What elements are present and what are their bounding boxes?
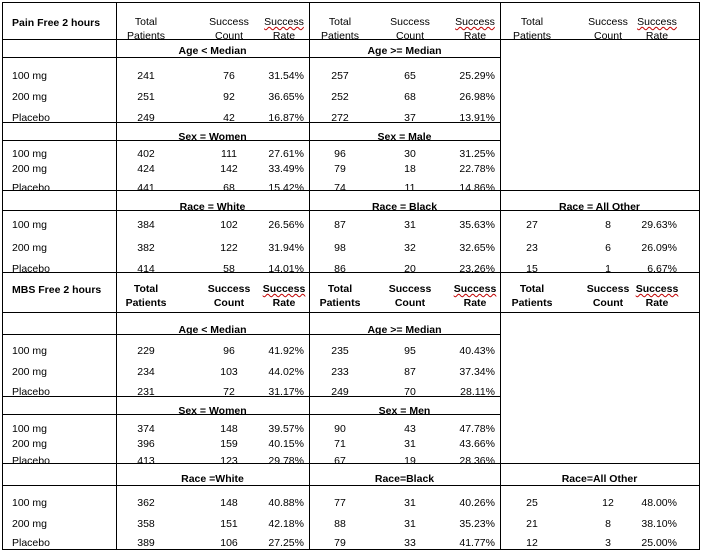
cell-success-count: 72 — [223, 386, 235, 398]
cell-success-rate: 29.63% — [641, 219, 677, 231]
cell-total-patients: 98 — [334, 242, 346, 254]
cell-success-rate: 14.86% — [459, 182, 495, 194]
cell-total-patients: 67 — [334, 455, 346, 467]
cell-total-patients: 384 — [137, 219, 155, 231]
sex-bottom-rule — [3, 463, 699, 464]
cell-total-patients: 233 — [331, 366, 349, 378]
col-rule-1 — [116, 272, 117, 550]
column-header-rate-top: Success — [637, 16, 677, 28]
cell-success-rate: 36.65% — [268, 91, 304, 103]
row-label: Placebo — [12, 455, 50, 467]
group-label-race-white: Race = White — [179, 201, 246, 213]
column-header-success: Success — [207, 283, 251, 295]
col-rule-2 — [309, 272, 310, 550]
cell-total-patients: 90 — [334, 423, 346, 435]
cell-success-rate: 40.15% — [268, 438, 304, 450]
header-bottom-rule — [3, 312, 699, 313]
cell-total-patients: 71 — [334, 438, 346, 450]
column-header-rate-top: Success — [455, 16, 495, 28]
group-label-race-white: Race =White — [181, 473, 244, 485]
cell-total-patients: 441 — [137, 182, 155, 194]
group-label-sex-other: Sex = Male — [377, 131, 432, 143]
cell-total-patients: 77 — [334, 497, 346, 509]
column-header-rate-bottom: Rate — [645, 30, 669, 42]
cell-total-patients: 229 — [137, 345, 155, 357]
row-label: 100 mg — [12, 423, 48, 435]
row-label: Placebo — [12, 537, 50, 549]
cell-success-rate: 27.25% — [268, 537, 304, 549]
cell-success-rate: 25.00% — [641, 537, 677, 549]
group-label-age-high: Age >= Median — [367, 45, 442, 57]
cell-total-patients: 382 — [137, 242, 155, 254]
cell-success-count: 58 — [223, 263, 235, 275]
cell-total-patients: 79 — [334, 163, 346, 175]
column-header-rate-bottom: Rate — [463, 30, 487, 42]
cell-success-count: 87 — [404, 366, 416, 378]
age-bottom-rule — [3, 122, 500, 123]
cell-total-patients: 424 — [137, 163, 155, 175]
cell-success-rate: 39.57% — [268, 423, 304, 435]
cell-total-patients: 358 — [137, 518, 155, 530]
cell-success-rate: 22.78% — [459, 163, 495, 175]
cell-success-rate: 40.43% — [459, 345, 495, 357]
row-label: 100 mg — [12, 345, 48, 357]
cell-success-count: 106 — [220, 537, 238, 549]
group-label-race-other: Race = All Other — [558, 201, 641, 213]
cell-success-rate: 48.00% — [641, 497, 677, 509]
age-label-rule — [3, 57, 500, 58]
cell-success-count: 31 — [404, 518, 416, 530]
column-header-rate-bottom: Rate — [645, 297, 669, 309]
col-rule-3 — [500, 272, 501, 550]
row-label: Placebo — [12, 112, 50, 124]
cell-success-count: 142 — [220, 163, 238, 175]
group-label-race-black: Race=Black — [374, 473, 435, 485]
cell-success-count: 37 — [404, 112, 416, 124]
cell-success-rate: 27.61% — [268, 148, 304, 160]
sex-bottom-rule — [3, 190, 699, 191]
cell-total-patients: 251 — [137, 91, 155, 103]
cell-success-rate: 47.78% — [459, 423, 495, 435]
group-label-sex-other: Sex = Men — [378, 405, 431, 417]
cell-total-patients: 249 — [331, 386, 349, 398]
cell-success-rate: 40.26% — [459, 497, 495, 509]
column-header-patients: Patients — [127, 30, 165, 42]
cell-total-patients: 249 — [137, 112, 155, 124]
cell-success-count: 95 — [404, 345, 416, 357]
cell-success-count: 6 — [605, 242, 611, 254]
cell-success-count: 159 — [220, 438, 238, 450]
cell-total-patients: 86 — [334, 263, 346, 275]
row-label: Placebo — [12, 263, 50, 275]
column-header-patients: Patients — [511, 297, 553, 309]
cell-success-rate: 42.18% — [268, 518, 304, 530]
cell-success-count: 148 — [220, 497, 238, 509]
column-header-count: Count — [395, 30, 425, 42]
cell-success-count: 76 — [223, 70, 235, 82]
column-header-patients: Patients — [321, 30, 359, 42]
cell-success-rate: 28.11% — [460, 386, 495, 398]
cell-success-rate: 32.65% — [459, 242, 495, 254]
column-header-total: Total — [134, 16, 158, 28]
cell-total-patients: 396 — [137, 438, 155, 450]
row-label: 100 mg — [12, 497, 48, 509]
column-header-total: Total — [327, 283, 353, 295]
col-rule-3 — [500, 3, 501, 272]
cell-success-rate: 44.02% — [268, 366, 304, 378]
cell-success-count: 33 — [404, 537, 416, 549]
cell-total-patients: 252 — [331, 91, 349, 103]
cell-success-count: 102 — [220, 219, 238, 231]
cell-total-patients: 21 — [526, 518, 538, 530]
cell-total-patients: 257 — [331, 70, 349, 82]
column-header-patients: Patients — [125, 297, 167, 309]
group-label-age-low: Age < Median — [178, 324, 247, 336]
cell-success-rate: 38.10% — [641, 518, 677, 530]
cell-total-patients: 241 — [137, 70, 155, 82]
cell-success-count: 111 — [221, 148, 237, 160]
cell-success-count: 30 — [404, 148, 416, 160]
cell-total-patients: 362 — [137, 497, 155, 509]
group-label-sex-women: Sex = Women — [178, 131, 247, 143]
cell-success-count: 8 — [605, 518, 611, 530]
cell-total-patients: 235 — [331, 345, 349, 357]
col-rule-1 — [116, 3, 117, 272]
cell-success-rate: 43.66% — [459, 438, 495, 450]
cell-success-count: 42 — [223, 112, 235, 124]
row-label: 200 mg — [12, 163, 48, 175]
cell-success-count: 103 — [220, 366, 238, 378]
cell-success-rate: 35.63% — [459, 219, 495, 231]
cell-success-rate: 31.17% — [268, 386, 304, 398]
cell-total-patients: 272 — [331, 112, 349, 124]
column-header-rate-top: Success — [264, 16, 304, 28]
cell-success-count: 122 — [220, 242, 238, 254]
cell-total-patients: 79 — [334, 537, 346, 549]
cell-success-rate: 40.88% — [268, 497, 304, 509]
cell-success-rate: 26.09% — [641, 242, 677, 254]
column-header-count: Count — [592, 297, 624, 309]
cell-total-patients: 23 — [526, 242, 538, 254]
column-header-success: Success — [388, 283, 432, 295]
cell-success-rate: 23.26% — [459, 263, 495, 275]
group-label-age-high: Age >= Median — [367, 324, 442, 336]
column-header-rate-bottom: Rate — [272, 30, 296, 42]
group-label-race-black: Race = Black — [371, 201, 438, 213]
section-title: Pain Free 2 hours — [12, 17, 101, 29]
cell-success-rate: 31.54% — [268, 70, 304, 82]
cell-success-count: 1 — [605, 263, 611, 275]
row-label: 200 mg — [12, 242, 48, 254]
row-label: 200 mg — [12, 438, 48, 450]
column-header-rate-bottom: Rate — [272, 297, 296, 309]
column-header-count: Count — [394, 297, 426, 309]
cell-success-count: 70 — [404, 386, 416, 398]
column-header-success: Success — [209, 16, 249, 28]
cell-success-rate: 26.98% — [459, 91, 495, 103]
cell-total-patients: 25 — [526, 497, 538, 509]
cell-total-patients: 15 — [526, 263, 538, 275]
cell-success-count: 68 — [223, 182, 235, 194]
column-header-success: Success — [588, 16, 628, 28]
group-label-age-low: Age < Median — [178, 45, 247, 57]
cell-success-rate: 41.92% — [268, 345, 304, 357]
cell-success-count: 18 — [404, 163, 416, 175]
cell-success-count: 3 — [605, 537, 611, 549]
column-header-count: Count — [213, 297, 245, 309]
column-header-rate-top: Success — [635, 283, 679, 295]
cell-success-count: 31 — [404, 219, 416, 231]
cell-total-patients: 374 — [137, 423, 155, 435]
cell-success-rate: 29.78% — [268, 455, 304, 467]
cell-total-patients: 234 — [137, 366, 155, 378]
cell-success-count: 92 — [223, 91, 235, 103]
row-label: 200 mg — [12, 518, 48, 530]
section-title: MBS Free 2 hours — [12, 284, 102, 296]
row-label: Placebo — [12, 182, 50, 194]
cell-total-patients: 12 — [526, 537, 538, 549]
cell-success-rate: 25.29% — [459, 70, 495, 82]
cell-success-count: 12 — [602, 497, 614, 509]
cell-total-patients: 414 — [137, 263, 155, 275]
row-label: 100 mg — [12, 219, 48, 231]
column-header-rate-top: Success — [453, 283, 497, 295]
cell-success-count: 43 — [404, 423, 416, 435]
row-label: 200 mg — [12, 91, 48, 103]
age-bottom-rule — [3, 396, 500, 397]
column-header-total: Total — [328, 16, 352, 28]
cell-success-rate: 28.36% — [459, 455, 495, 467]
cell-total-patients: 88 — [334, 518, 346, 530]
cell-success-count: 151 — [220, 518, 238, 530]
column-header-total: Total — [520, 16, 544, 28]
row-label: Placebo — [12, 386, 50, 398]
cell-success-rate: 33.49% — [268, 163, 304, 175]
cell-total-patients: 231 — [137, 386, 155, 398]
cell-success-rate: 15.42% — [268, 182, 304, 194]
cell-total-patients: 96 — [334, 148, 346, 160]
cell-success-count: 11 — [404, 182, 416, 194]
column-header-success: Success — [586, 283, 630, 295]
cell-success-count: 148 — [220, 423, 238, 435]
column-header-total: Total — [519, 283, 545, 295]
column-header-success: Success — [390, 16, 430, 28]
cell-total-patients: 74 — [334, 182, 346, 194]
cell-success-count: 123 — [220, 455, 238, 467]
results-document — [2, 2, 700, 550]
cell-success-rate: 6.67% — [647, 263, 677, 275]
column-header-rate-bottom: Rate — [463, 297, 487, 309]
column-header-rate-top: Success — [262, 283, 306, 295]
cell-total-patients: 87 — [334, 219, 346, 231]
row-label: 200 mg — [12, 366, 48, 378]
group-label-race-other: Race=All Other — [561, 473, 638, 485]
section-divider — [3, 272, 699, 273]
column-header-total: Total — [133, 283, 159, 295]
edge-mark — [699, 172, 700, 187]
row-label: 100 mg — [12, 70, 48, 82]
cell-success-rate: 13.91% — [459, 112, 495, 124]
cell-success-rate: 16.87% — [268, 112, 304, 124]
cell-total-patients: 27 — [526, 219, 538, 231]
cell-total-patients: 389 — [137, 537, 155, 549]
cell-success-rate: 31.94% — [268, 242, 304, 254]
column-header-patients: Patients — [319, 297, 361, 309]
column-header-count: Count — [593, 30, 623, 42]
race-label-rule — [3, 485, 699, 486]
cell-success-count: 8 — [605, 219, 611, 231]
cell-success-count: 96 — [223, 345, 235, 357]
col-rule-2 — [309, 3, 310, 272]
cell-success-rate: 41.77% — [459, 537, 495, 549]
cell-total-patients: 402 — [137, 148, 155, 160]
cell-success-count: 20 — [404, 263, 416, 275]
cell-success-rate: 31.25% — [459, 148, 495, 160]
cell-success-rate: 35.23% — [459, 518, 495, 530]
cell-success-rate: 26.56% — [268, 219, 304, 231]
cell-success-rate: 14.01% — [268, 263, 304, 275]
cell-total-patients: 413 — [137, 455, 155, 467]
cell-success-rate: 37.34% — [459, 366, 495, 378]
cell-success-count: 31 — [404, 497, 416, 509]
cell-success-count: 19 — [404, 455, 416, 467]
column-header-count: Count — [214, 30, 244, 42]
group-label-sex-women: Sex = Women — [178, 405, 247, 417]
cell-success-count: 65 — [404, 70, 416, 82]
cell-success-count: 68 — [404, 91, 416, 103]
row-label: 100 mg — [12, 148, 48, 160]
column-header-patients: Patients — [513, 30, 551, 42]
cell-success-count: 32 — [404, 242, 416, 254]
cell-success-count: 31 — [404, 438, 416, 450]
